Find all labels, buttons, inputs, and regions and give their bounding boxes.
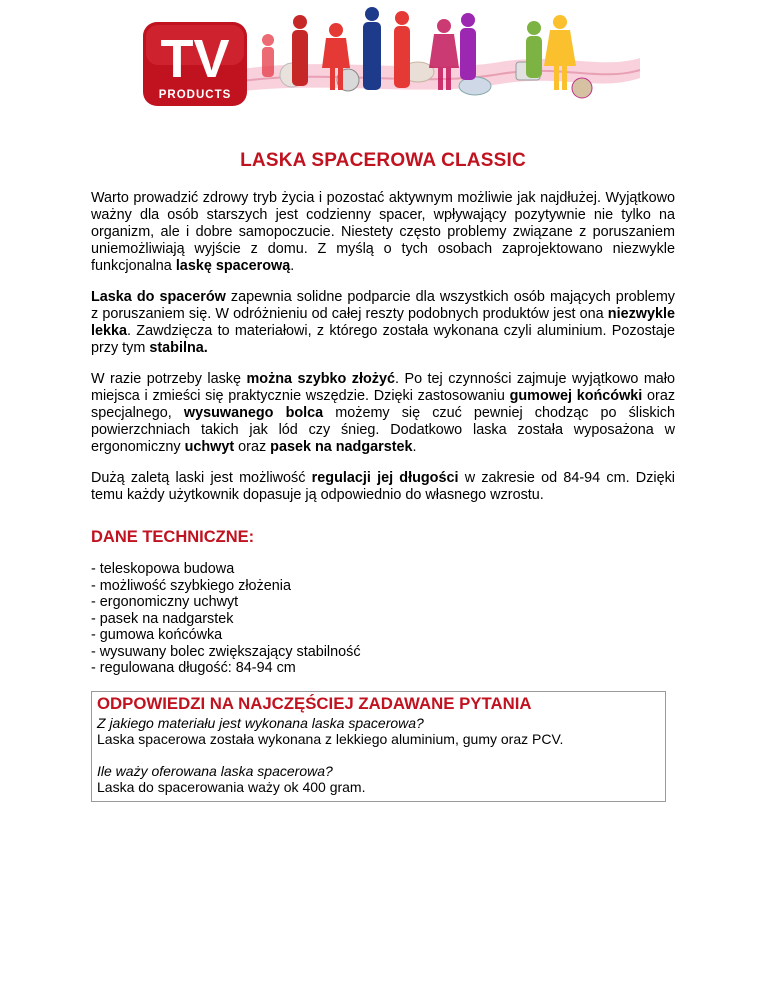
paragraph-adjustment [91, 470, 675, 504]
paragraph-lightness [91, 289, 675, 357]
p3-text-5: oraz [234, 439, 271, 455]
p3-text-1: W razie potrzeby laskę [91, 371, 247, 387]
p3-text-3: oraz specjalnego, [91, 388, 676, 421]
p4-text-2: w zakresie od 84-94 cm. Dzięki temu każdy użytkownik dopasuje ją odpowiednio do własnego wzrostu. [91, 470, 675, 503]
specs-list [91, 561, 675, 677]
p2-bold-3: stabilna. [149, 340, 208, 356]
p3-bold-4: uchwyt [184, 439, 235, 455]
faq-answer: Laska do spacerowania waży ok 400 gram. [97, 778, 366, 795]
faq-question: Z jakiego materiału jest wykonana laska spacerowa? [97, 714, 424, 731]
p3-text-6: . [412, 439, 417, 455]
faq-question: Ile waży oferowana laska spacerowa? [97, 762, 333, 779]
logo-text-products: PRODUCTS [158, 89, 232, 101]
page-title: LASKA SPACEROWA CLASSIC [240, 150, 526, 171]
faq-box [91, 691, 666, 802]
p2-bold-1: Laska do spacerów [91, 289, 226, 305]
tv-products-logo [143, 22, 247, 106]
header-graphic [0, 0, 768, 130]
p2-text-1: zapewnia solidne podparcie dla wszystkich osób mających problemy z poruszaniem się. W odróżnieniu od całej reszty podobnych produktów jest ona [91, 289, 675, 322]
faq-item [97, 763, 659, 795]
spec-item: - wysuwany bolec zwiększający stabilność [91, 643, 361, 660]
paragraph-features [91, 371, 675, 456]
p4-text-1: Dużą zaletą laski jest możliwość [91, 470, 312, 486]
p3-bold-1: można szybko złożyć [246, 371, 395, 387]
spec-item: - ergonomiczny uchwyt [91, 594, 239, 610]
header-banner [0, 0, 768, 130]
p2-bold-2: niezwykle lekka [91, 306, 675, 339]
faq-title: ODPOWIEDZI NA NAJCZĘŚCIEJ ZADAWANE PYTANIA [97, 693, 532, 713]
spec-item: - teleskopowa budowa [91, 561, 235, 577]
faq-answer: Laska spacerowa została wykonana z lekkiego aluminium, gumy oraz PCV. [97, 730, 564, 747]
p4-bold-1: regulacji jej długości [311, 470, 459, 486]
spec-item: - regulowana długość: 84-94 cm [91, 660, 296, 676]
spec-item: - pasek na nadgarstek [91, 610, 234, 627]
logo-text-tv: TV [160, 29, 230, 89]
product-thumb-6 [572, 78, 592, 98]
p1-text-1: Warto prowadzić zdrowy tryb życia i pozostać aktywnym możliwie jak najdłużej. Wyjątkowo ważny dla osób starszych jest codzienny spacer, wpływający pozytywnie nie tylko na organizm, ale i dobre samopoczucie. Niestety często problemy związane z poruszaniem uniemożliwiają wyjście z domu. Z myślą o tych osobach zaprojektowano niezwykle funkcjonalna [91, 190, 675, 274]
paragraph-intro [91, 190, 675, 275]
document-body [91, 150, 675, 802]
p3-bold-5: pasek na nadgarstek [270, 439, 413, 455]
p1-bold-1: laskę spacerową [175, 258, 291, 274]
p3-text-2: . Po tej czynności zajmuje wyjątkowo mało miejsca i zmieści się praktycznie wszędzie. Dzięki zastosowaniu [91, 371, 676, 404]
specs-heading: DANE TECHNICZNE: [91, 528, 255, 546]
spec-item: - gumowa końcówka [91, 627, 223, 643]
p1-text-2: . [290, 258, 295, 274]
p3-bold-2: gumowej końcówki [509, 388, 643, 404]
p3-bold-3: wysuwanego bolca [183, 405, 324, 421]
spec-item: - możliwość szybkiego złożenia [91, 577, 291, 594]
p2-text-2: . Zawdzięcza to materiałowi, z którego została wykonana czyli aluminium. Pozostaje przy tym [91, 323, 675, 356]
faq-item [97, 715, 659, 747]
p3-text-4: możemy się czuć pewniej chodząc po śliskich powierzchniach takich jak lód czy śnieg. Dodatkowo laska została wyposażona w ergonomiczny [91, 405, 675, 455]
